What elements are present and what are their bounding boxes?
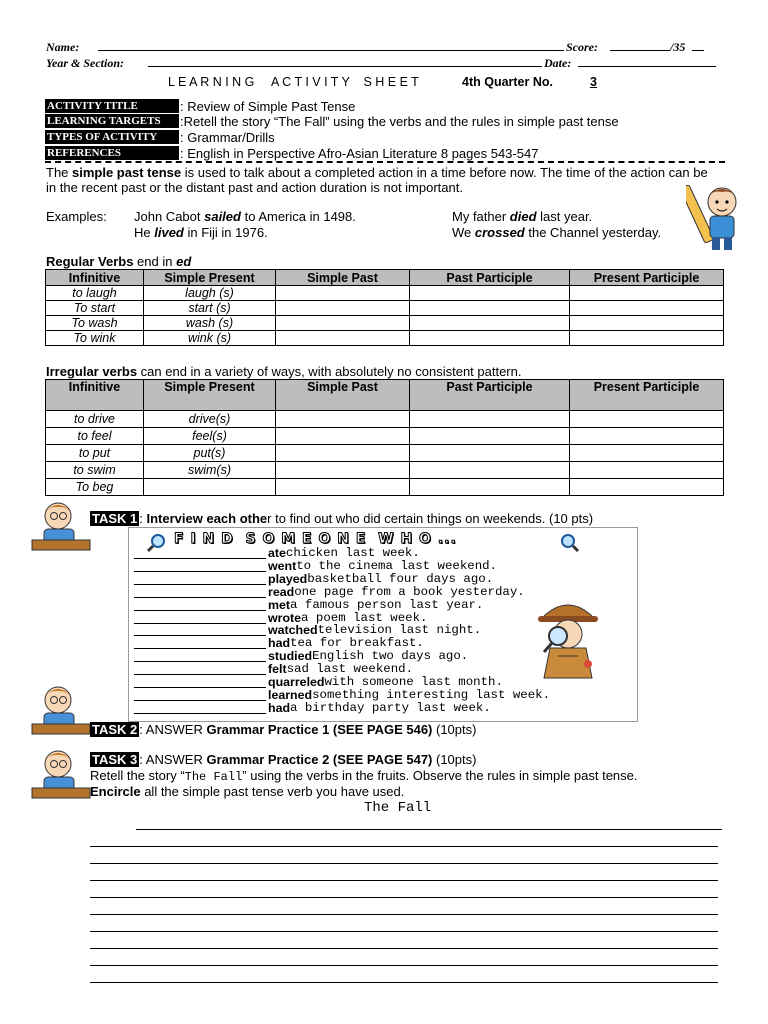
list-item: studied English two days ago.	[134, 650, 550, 663]
student-writing-icon	[30, 744, 92, 800]
answer-cell[interactable]	[570, 411, 724, 428]
list-item: ate chicken last week.	[134, 547, 550, 560]
answer-cell[interactable]	[410, 462, 570, 479]
answer-blank[interactable]	[134, 689, 266, 701]
answer-blank[interactable]	[134, 624, 266, 636]
cell-infinitive: to feel	[46, 428, 144, 445]
cell-infinitive: to laugh	[46, 286, 144, 301]
score-field[interactable]	[610, 40, 670, 51]
cell-infinitive: To beg	[46, 479, 144, 496]
answer-blank[interactable]	[134, 547, 266, 559]
answer-cell[interactable]	[276, 286, 410, 301]
table-row	[46, 428, 724, 445]
student-writing-icon	[30, 680, 92, 736]
writing-line[interactable]	[90, 914, 718, 915]
answer-blank[interactable]	[134, 612, 266, 624]
task3-instructions: TASK 3 : ANSWER Grammar Practice 2 (SEE PAGE 547) (10pts)	[92, 752, 477, 767]
learning-targets-value: :Retell the story “The Fall” using the verbs and the rules in simple past tense	[180, 114, 619, 129]
answer-cell[interactable]	[410, 428, 570, 445]
answer-cell[interactable]	[570, 428, 724, 445]
answer-cell[interactable]	[410, 331, 570, 346]
answer-blank[interactable]	[134, 560, 266, 572]
answer-cell[interactable]	[410, 411, 570, 428]
table-row	[46, 462, 724, 479]
cell-simple-present: drive(s)	[144, 411, 276, 428]
find-someone-who-list	[134, 547, 550, 715]
col-simple-present: Simple Present	[144, 380, 276, 411]
answer-cell[interactable]	[276, 331, 410, 346]
answer-blank[interactable]	[134, 650, 266, 662]
answer-cell[interactable]	[570, 301, 724, 316]
activity-title-value: : Review of Simple Past Tense	[180, 99, 356, 114]
learning-targets-key: LEARNING TARGETS	[45, 114, 179, 128]
task1-tag: TASK 1	[92, 511, 138, 526]
task2-tag: TASK 2	[92, 722, 138, 737]
writing-line[interactable]	[90, 948, 718, 949]
references-value: : English in Perspective Afro-Asian Literature 8 pages 543-547	[180, 146, 539, 161]
score-total-underline	[692, 40, 704, 51]
col-present-participle: Present Participle	[570, 380, 724, 411]
task3-tag: TASK 3	[92, 752, 138, 767]
answer-cell[interactable]	[276, 445, 410, 462]
activity-title-key: ACTIVITY TITLE	[45, 99, 179, 113]
answer-cell[interactable]	[276, 479, 410, 496]
score-total: /35	[670, 40, 686, 54]
list-item: wrote a poem last week.	[134, 612, 550, 625]
kid-with-pencil-icon	[686, 182, 748, 252]
task3-retell-instructions: Retell the story “The Fall” using the verbs in the fruits. Observe the rules in simple past tense.	[90, 768, 638, 784]
sheet-title: L E A R N I N G A C T I V I T Y S H E E T	[168, 75, 419, 89]
date-field[interactable]	[578, 56, 716, 67]
cell-infinitive: to put	[46, 445, 144, 462]
writing-line[interactable]	[90, 863, 718, 864]
cell-infinitive: to swim	[46, 462, 144, 479]
col-simple-past: Simple Past	[276, 380, 410, 411]
answer-cell[interactable]	[570, 286, 724, 301]
cell-infinitive: To wink	[46, 331, 144, 346]
answer-cell[interactable]	[570, 462, 724, 479]
references-key: REFERENCES	[45, 146, 179, 160]
name-field[interactable]	[98, 40, 564, 51]
writing-line[interactable]	[90, 965, 718, 966]
date-label: Date:	[544, 56, 572, 70]
irregular-verbs-heading: Irregular verbs can end in a variety of ways, with absolutely no consistent pattern.	[46, 364, 522, 379]
col-infinitive: Infinitive	[46, 270, 144, 286]
list-item: read one page from a book yesterday.	[134, 586, 550, 599]
section-divider	[45, 161, 725, 163]
answer-blank[interactable]	[134, 586, 266, 598]
regular-verbs-heading: Regular Verbs end in ed	[46, 254, 192, 269]
answer-cell[interactable]	[570, 331, 724, 346]
student-writing-icon	[30, 496, 92, 552]
cell-simple-present: put(s)	[144, 445, 276, 462]
irregular-verbs-table	[45, 379, 724, 496]
types-activity-value: : Grammar/Drills	[180, 130, 275, 145]
year-section-label: Year & Section:	[46, 56, 124, 70]
example-2: He lived in Fiji in 1976.	[134, 225, 268, 240]
answer-blank[interactable]	[134, 599, 266, 611]
answer-cell[interactable]	[570, 316, 724, 331]
writing-line[interactable]	[90, 880, 718, 881]
writing-line[interactable]	[90, 846, 718, 847]
example-4: We crossed the Channel yesterday.	[452, 225, 662, 240]
writing-line[interactable]	[90, 897, 718, 898]
list-item: felt sad last weekend.	[134, 663, 550, 676]
answer-blank[interactable]	[134, 676, 266, 688]
table-row	[46, 316, 724, 331]
table-row	[46, 286, 724, 301]
table-row	[46, 331, 724, 346]
list-item: had a birthday party last week.	[134, 702, 550, 715]
task1-instructions: TASK 1 : Interview each other to find out who did certain things on weekends. (10 pts)	[92, 511, 594, 526]
cell-infinitive: To start	[46, 301, 144, 316]
cell-simple-present: start (s)	[144, 301, 276, 316]
answer-cell[interactable]	[276, 316, 410, 331]
cell-infinitive: To wash	[46, 316, 144, 331]
answer-cell[interactable]	[276, 301, 410, 316]
intro-paragraph: The simple past tense is used to talk about a completed action in a time before now. The time of the action can be in the recent past or the distant past and action duration is not important.	[46, 165, 708, 195]
writing-line[interactable]	[136, 829, 722, 830]
list-item: played basketball four days ago.	[134, 573, 550, 586]
table-row	[46, 445, 724, 462]
writing-line[interactable]	[90, 931, 718, 932]
answer-cell[interactable]	[410, 445, 570, 462]
story-title: The Fall	[364, 800, 432, 816]
cell-simple-present	[144, 479, 276, 496]
task2-instructions: TASK 2 : ANSWER Grammar Practice 1 (SEE PAGE 546) (10pts)	[92, 722, 477, 737]
find-someone-who-title: F I N D S O M E O N E W H O ...	[174, 531, 457, 547]
col-simple-past: Simple Past	[276, 270, 410, 286]
task3-encircle-instructions: Encircle all the simple past tense verb you have used.	[90, 784, 405, 799]
cell-simple-present: feel(s)	[144, 428, 276, 445]
regular-verbs-table	[45, 269, 724, 346]
table-row	[46, 411, 724, 428]
example-1: John Cabot sailed to America in 1498.	[134, 209, 356, 224]
table-row	[46, 479, 724, 496]
answer-cell[interactable]	[410, 286, 570, 301]
quarter-label: 4th Quarter No.	[462, 75, 553, 89]
cell-simple-present: wash (s)	[144, 316, 276, 331]
quarter-number: 3	[590, 75, 597, 89]
answer-cell[interactable]	[276, 462, 410, 479]
answer-blank[interactable]	[134, 663, 266, 675]
answer-blank[interactable]	[134, 637, 266, 649]
cell-simple-present: swim(s)	[144, 462, 276, 479]
answer-cell[interactable]	[410, 479, 570, 496]
answer-blank[interactable]	[134, 573, 266, 585]
list-item: had tea for breakfast.	[134, 637, 550, 650]
answer-cell[interactable]	[410, 316, 570, 331]
col-simple-present: Simple Present	[144, 270, 276, 286]
score-label: Score:	[566, 40, 598, 54]
examples-label: Examples:	[46, 209, 107, 224]
list-item: met a famous person last year.	[134, 599, 550, 612]
answer-blank[interactable]	[134, 702, 266, 714]
writing-line[interactable]	[90, 982, 718, 983]
year-section-field[interactable]	[148, 56, 542, 67]
name-label: Name:	[46, 40, 80, 54]
magnifier-icon	[558, 533, 580, 553]
answer-cell[interactable]	[410, 301, 570, 316]
answer-cell[interactable]	[276, 428, 410, 445]
types-activity-key: TYPES OF ACTIVITY	[45, 130, 179, 144]
cell-simple-present: laugh (s)	[144, 286, 276, 301]
answer-cell[interactable]	[570, 479, 724, 496]
table-row	[46, 301, 724, 316]
answer-cell[interactable]	[276, 411, 410, 428]
col-past-participle: Past Participle	[410, 270, 570, 286]
answer-cell[interactable]	[570, 445, 724, 462]
example-3: My father died last year.	[452, 209, 593, 224]
cell-simple-present: wink (s)	[144, 331, 276, 346]
detective-icon	[528, 596, 610, 680]
col-present-participle: Present Participle	[570, 270, 724, 286]
col-past-participle: Past Participle	[410, 380, 570, 411]
list-item: watched television last night.	[134, 624, 550, 637]
list-item: quarreled with someone last month.	[134, 676, 550, 689]
list-item: learned something interesting last week.	[134, 689, 550, 702]
list-item: went to the cinema last weekend.	[134, 560, 550, 573]
col-infinitive: Infinitive	[46, 380, 144, 411]
cell-infinitive: to drive	[46, 411, 144, 428]
